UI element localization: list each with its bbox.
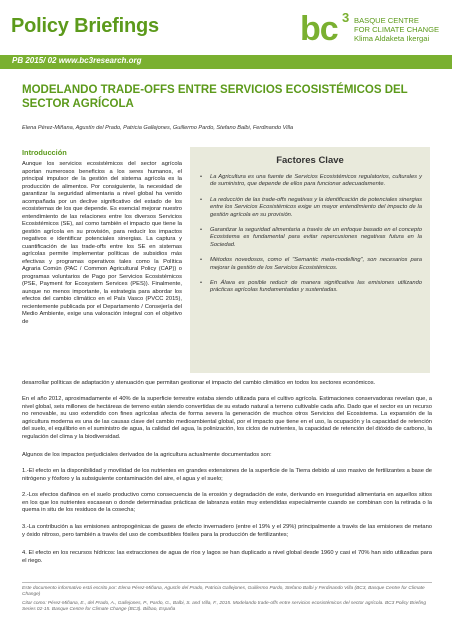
intro-tail: desarrollar políticas de adaptación y atenuación que permitan gestionar el impacto del cambio climático en todos los sectores económicos. (22, 380, 376, 386)
logo-mark: bc (300, 10, 338, 48)
impact-item-4: 4. El efecto en los recursos hídricos: las extracciones de agua de ríos y lagos se han duplicado a nivel global desde 1960 y casi el 70% han sido utilizadas para el riego. (22, 550, 432, 564)
bullet-icon: • (200, 196, 203, 203)
logo-line-1: BASQUE CENTRE (354, 16, 419, 25)
key-fact-item (200, 174, 422, 189)
article-authors: Elena Pérez-Miñana, Agustín del Prado, Patricia Gallejones, Guillermo Pardo, Stefano Balbi, Ferdinando Villa (22, 125, 294, 131)
bullet-icon: • (200, 257, 203, 264)
band-text: PB 2015/ 02 www.bc3research.org (12, 56, 142, 65)
intro-body: Aunque los servicios ecosistémicos del sector agrícola aportan numerosos beneficios a los seres humanos, el principal impulsor de la gestión del sistema agrícola es la producción de alimentos. Por consiguiente, la necesidad de garantizar la seguridad alimentaria a nivel global ha venido acompañada por un declive significativo del estado de los ecosistemas de los que depende. Es esencial mejorar nuestro entendimiento de las relaciones entre los diversos Servicios Ecosistémicos (SE), así como también el impacto que tiene la gestión agrícola en su provisión, para reducir los impactos negativos e identificar potenciales sinergias. La captura y cuantificación de las trade-offs entre los SE en sistemas agrícolas permite implementar políticas de subsidios más efectivas y programas operativos tales como la Política Agraria Común (PAC / Common Agricultural Policy (CAP)) o programas voluntarios de Pago por Servicios Ecosistémicos (PSE, Payment for Ecosystem Services (PES)). Finalmente, aunque no menos importante, la estrategia para abordar los efectos del cambio climático en el País Vasco (PVCC 2015), recientemente publicada por el Departamento / Consejería del Medio Ambiente, exige una valoración integral con el objetivo de (22, 161, 182, 325)
logo-superscript: 3 (342, 10, 350, 25)
key-fact-item (200, 197, 422, 219)
key-facts-list (200, 174, 422, 303)
impact-item-1: 1.-El efecto en la disponibilidad y movilidad de los nutrientes en grandes extensiones de la superficie de la Tierra debido al uso masivo de fertilizantes a base de nitrógeno y fósforo y la subsiguiente contaminación del aire, el agua y el suelo; (22, 468, 432, 482)
key-fact-item (200, 280, 422, 295)
key-fact-text: La Agricultura es una fuente de Servicios Ecosistémicos regulatorios, culturales y de suministro, que depende de ellos para funcionar adecuadamente. (210, 174, 422, 188)
key-facts-title: Factores Clave (276, 155, 344, 166)
bc3-logo (300, 10, 450, 52)
footer-divider (22, 582, 432, 583)
bullet-icon: • (200, 227, 203, 234)
series-title: Policy Briefings (11, 15, 159, 37)
key-fact-item (200, 227, 422, 249)
paragraph-land-use: En el año 2012, aproximadamente el 40% de la superficie terrestre estaba siendo utilizada para el cultivo agrícola. Estimaciones conservadoras revelan que, a nivel global, seis millones de hectáreas de terreno están siendo convertidas de su estado natural a terreno cultivable cada año. Dado que el sector es un recurso no renovable, su uso extendido con fines agrícolas afecta de forma severa la generación de muchos otros Servicios del Ecosistema. La expansión de la agricultura moderna es una de las causas clave del cambio medioambiental global, por el impacto que tiene en el uso, la ocupación y la capacidad de retención del suelo, el equilibrio en el suministro de agua, la calidad del agua, la polinización, los ciclos de nutrientes, la capacidad de retención del dióxido de carbono, la regulación del clima y la biodiversidad. (22, 396, 432, 440)
key-fact-text: La reducción de las trade-offs negativas y la identificación de potenciales sinergias entre los Servicios Ecosistémicos exige un mayor entendimiento del impacto de la gestión agrícola en su provisión. (210, 196, 422, 218)
logo-text (354, 16, 439, 43)
bullet-icon: • (200, 280, 203, 287)
key-fact-text: Garantizar la seguridad alimentaria a través de un enfoque basado en el concepto Ecosistema es fundamental para evitar repercusiones negativas futura en la Sociedad. (210, 227, 422, 248)
intro-heading: Introducción (22, 148, 67, 157)
logo-line-3: Klima Aldaketa Ikergai (354, 34, 430, 43)
article-title: MODELANDO TRADE-OFFS ENTRE SERVICIOS ECOSISTÉMICOS DEL SECTOR AGRÍCOLA (22, 84, 408, 110)
impact-item-2: 2.-Los efectos dañinos en el suelo productivo como consecuencia de la erosión y degradación de este, derivando en inseguridad alimentaria en aquellos sitios en los que los nutrientes escasean o donde determinadas prácticas de labranza están muy extendidas especialmente cuando se combinan con la retirada o la quema in situ de los residuos de la cosecha; (22, 492, 432, 513)
key-fact-text: En Álava es posible reducir de manera significativa las emisiones utilizando prácticas agrícolas fundamentadas y sustentadas. (210, 280, 422, 294)
key-fact-item (200, 257, 422, 272)
paragraph-impacts-intro: Algunos de los impactos perjudiciales derivados de la agricultura actualmente documentados son: (22, 452, 272, 458)
bullet-icon: • (200, 174, 203, 180)
footer-authorship: Este documento informativo está escrito por: Elena Pérez-Miñana, Agustín del Prado, Patricia Gallejones, Guillermo Pardo, Stefano Balbi y Ferdinando Villa (BC3, Basque Centre for Climate Change) (22, 586, 425, 597)
logo-line-2: FOR CLIMATE CHANGE (354, 25, 440, 34)
header-band (0, 55, 452, 69)
key-fact-text: Métodos novedosos, como el "Semantic meta-modelling", son necesarios para mejorar la gestión de los Servicios Ecosistémicos. (210, 257, 422, 271)
footer-citation: Citar como: Pérez-Miñana, E., del Prado, A., Gallejones, P., Pardo, G., Balbi, S. and Villa, F., 2015. Modelando trade-offs entre servicios ecosistémicos del sector agrícola. BC3 Policy Briefing Series 02-15. Basque Centre for Climate Change (BC3). Bilbao, España (22, 601, 427, 612)
impact-item-3: 3.-La contribución a las emisiones antropogénicas de gases de efecto invernadero (entre el 19% y el 29%) principalmente a través de las emisiones de metano y óxido nitroso, pero también a través del uso de combustibles fósiles para la producción de fertilizantes; (22, 524, 432, 538)
key-facts-box (190, 147, 430, 373)
